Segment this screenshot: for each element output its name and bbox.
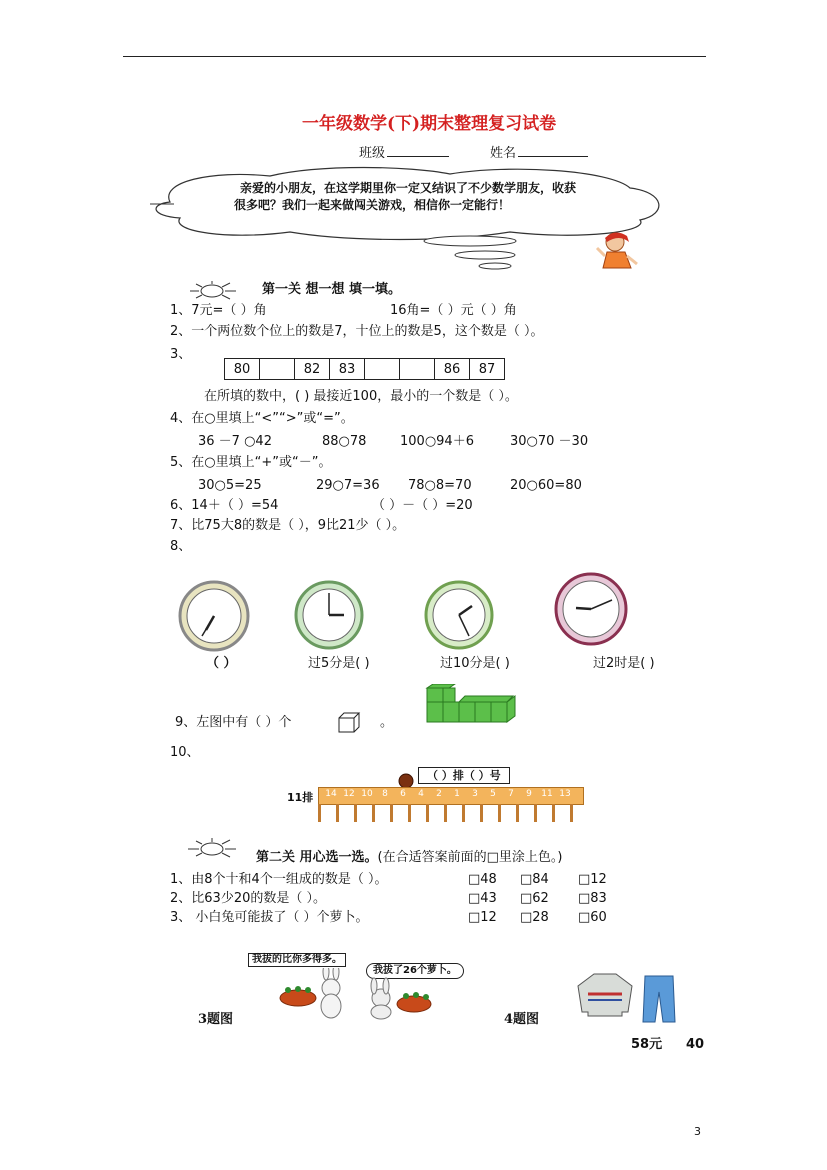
cubes-illustration [425,684,521,726]
question-7: 7、比75大8的数是（ ），9比21少（ ）。 [170,518,406,533]
q5-item: 29○7=36 [316,478,380,493]
cube-icon [337,711,361,733]
mc-option[interactable]: □62 [520,891,549,906]
speech-bubble: 我拔的比你多得多。 [248,953,346,967]
question-6a: 6、14＋（ ）=54 [170,498,279,513]
question-2: 2、一个两位数个位上的数是7，十位上的数是5，这个数是（ ）。 [170,324,544,339]
seat-number: 4 [418,789,424,799]
question-3-label: 3、 [170,347,192,362]
sun-icon [186,281,238,301]
sun-icon [186,837,238,859]
question-3-text: 在所填的数中，( ) 最接近100，最小的一个数是（ ）。 [204,389,518,404]
clock-icon [554,572,628,646]
page-title: 一年级数学(下)期末整理复习试卷 [302,114,557,134]
mc-option[interactable]: □12 [468,910,497,925]
question-4: 4、在○里填上“<”“>”或“=”。 [170,411,354,426]
figure-3-caption: 3题图 [198,1012,234,1027]
number-cell: 87 [470,359,505,380]
number-cell: 86 [435,359,470,380]
clock-icon [424,580,494,650]
question-9-end: 。 [380,715,394,730]
clock-caption: 过2时是( ) [593,656,655,671]
speech-bubble: 我拔了26个萝卜。 [366,963,464,979]
seat-number: 1 [454,789,460,799]
question-10-label: 10、 [170,745,200,760]
mc-question-3: 3、 小白兔可能拔了（ ）个萝卜。 [170,910,369,925]
cloud-illustration [150,162,670,272]
clock-icon [178,580,250,652]
number-cell: 83 [330,359,365,380]
mc-option[interactable]: □48 [468,872,497,887]
seat-number: 8 [382,789,388,799]
intro-line-2: 很多吧？我们一起来做闯关游戏，相信你一定能行！ [234,198,511,212]
rabbits-illustration [276,968,441,1020]
seat-number: 3 [472,789,478,799]
q4-item: 100○94＋6 [400,434,474,449]
intro-line-1: 亲爱的小朋友，在这学期里你一定又结识了不少数学朋友，收获 [240,181,577,195]
question-1b: 16角=（ ）元（ ）角 [390,303,517,318]
question-8-label: 8、 [170,539,192,554]
class-label: 班级 [359,146,449,162]
number-cell[interactable] [400,359,435,380]
question-5: 5、在○里填上“+”或“－”。 [170,455,332,470]
section1-heading: 第一关 想一想 填一填。 [262,282,402,297]
mc-option[interactable]: □43 [468,891,497,906]
number-cell[interactable] [365,359,400,380]
page-number: 3 [694,1125,701,1138]
seat-number: 9 [526,789,532,799]
seat-number: 13 [559,789,571,799]
clock-icon [294,580,364,650]
trousers-price: 40 [686,1037,705,1052]
number-sequence-table [224,358,505,380]
seat-number: 11 [541,789,553,799]
number-cell[interactable] [260,359,295,380]
q5-item: 20○60=80 [510,478,582,493]
seat-number: 14 [325,789,337,799]
row-label: 11排 [287,791,314,804]
q4-item: 88○78 [322,434,367,449]
mc-option[interactable]: □60 [578,910,607,925]
section2-heading: 第二关 用心选一选。(在合适答案前面的□里涂上色。) [256,850,563,865]
q4-item: 30○70 －30 [510,434,589,449]
figure-4-caption: 4题图 [504,1012,540,1027]
number-cell: 82 [295,359,330,380]
question-9: 9、左图中有（ ）个 [175,715,292,730]
girl-illustration [595,228,639,276]
seat-label-box: （ ）排（ ）号 [418,767,510,784]
seat-number: 10 [361,789,373,799]
seat-number: 12 [343,789,355,799]
clock-caption: 过5分是( ) [308,656,370,671]
seat-row [318,787,582,823]
q5-item: 78○8=70 [408,478,472,493]
clock-caption: 过10分是( ) [440,656,510,671]
q4-item: 36 －7 ○42 [198,434,272,449]
seat-number: 5 [490,789,496,799]
sweater-price: 58元 [631,1037,663,1052]
sweater-icon [576,968,634,1020]
trousers-icon [641,974,677,1024]
mc-option[interactable]: □12 [578,872,607,887]
mc-option[interactable]: □28 [520,910,549,925]
q5-item: 30○5=25 [198,478,262,493]
seat-number: 7 [508,789,514,799]
mc-option[interactable]: □83 [578,891,607,906]
top-rule [123,56,706,57]
mc-question-2: 2、比63少20的数是（ ）。 [170,891,326,906]
mc-question-1: 1、由8个十和4个一组成的数是（ ）。 [170,872,388,887]
seat-number: 6 [400,789,406,799]
question-6b: （ ）－（ ）=20 [372,498,473,513]
clock-caption: （ ） [206,656,237,671]
name-label: 姓名 [490,146,588,162]
mc-option[interactable]: □84 [520,872,549,887]
question-1a: 1、7元=（ ）角 [170,303,267,318]
number-cell: 80 [225,359,260,380]
seat-number: 2 [436,789,442,799]
